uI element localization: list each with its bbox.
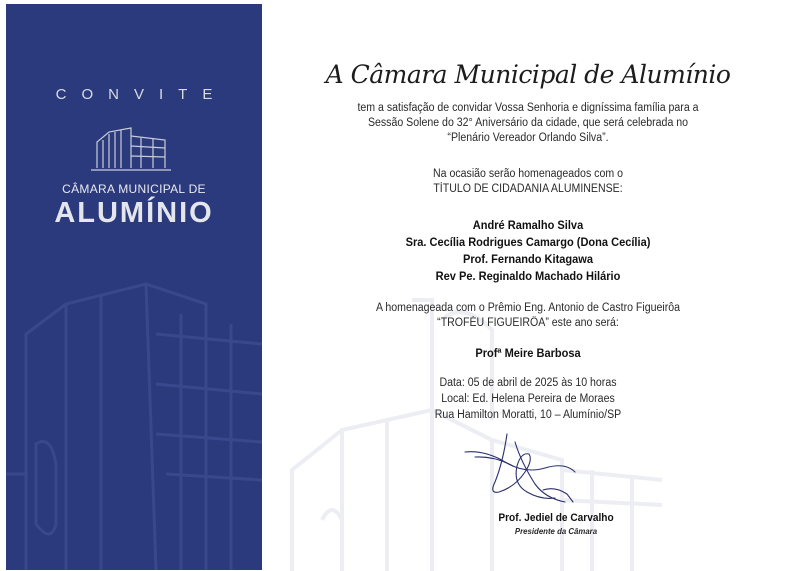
left-panel xyxy=(6,4,262,570)
signer-role: Presidente da Câmara xyxy=(514,526,598,536)
detail-date: Data: 05 de abril de 2025 às 10 horas xyxy=(439,377,617,389)
honoree-1: André Ramalho Silva xyxy=(472,218,584,232)
intro-line-1: tem a satisfação de convidar Vossa Senhoria e digníssima família para a xyxy=(357,102,699,114)
detail-location: Local: Ed. Helena Pereira de Moraes xyxy=(441,393,615,405)
detail-address: Rua Hamilton Moratti, 10 – Alumínio/SP xyxy=(434,409,622,421)
signer-name: Prof. Jediel de Carvalho xyxy=(498,512,614,524)
convite-label: CONVITE xyxy=(55,86,228,103)
intro-line-2: Sessão Solene do 32° Aniversário da cidade, que será celebrada no xyxy=(367,117,689,129)
org-name-line2: ALUMÍNIO xyxy=(54,197,214,229)
award-winner: Profª Meire Barbosa xyxy=(475,346,581,360)
honorees-intro-line-2: TÍTULO DE CIDADANIA ALUMINENSE: xyxy=(433,183,623,195)
honoree-2: Sra. Cecília Rodrigues Camargo (Dona Cecília) xyxy=(405,235,651,249)
invitation-title: A Câmara Municipal de Alumínio xyxy=(325,60,731,89)
honorees-intro-line-1: Na ocasião serão homenageados com o xyxy=(433,168,623,180)
handwritten-signature xyxy=(455,432,595,512)
award-intro-line-1: A homenageada com o Prêmio Eng. Antonio de Castro Figueirôa xyxy=(375,302,681,314)
honoree-3: Prof. Fernando Kitagawa xyxy=(462,252,594,266)
org-name-line1: CÂMARA MUNICIPAL DE xyxy=(62,182,206,196)
chamber-building-logo-icon xyxy=(91,124,171,174)
award-intro-line-2: “TROFÉU FIGUEIRÔA” este ano será: xyxy=(437,317,619,329)
intro-line-3: “Plenário Vereador Orlando Silva”. xyxy=(447,132,609,144)
honoree-4: Rev Pe. Reginaldo Machado Hilário xyxy=(435,269,621,283)
